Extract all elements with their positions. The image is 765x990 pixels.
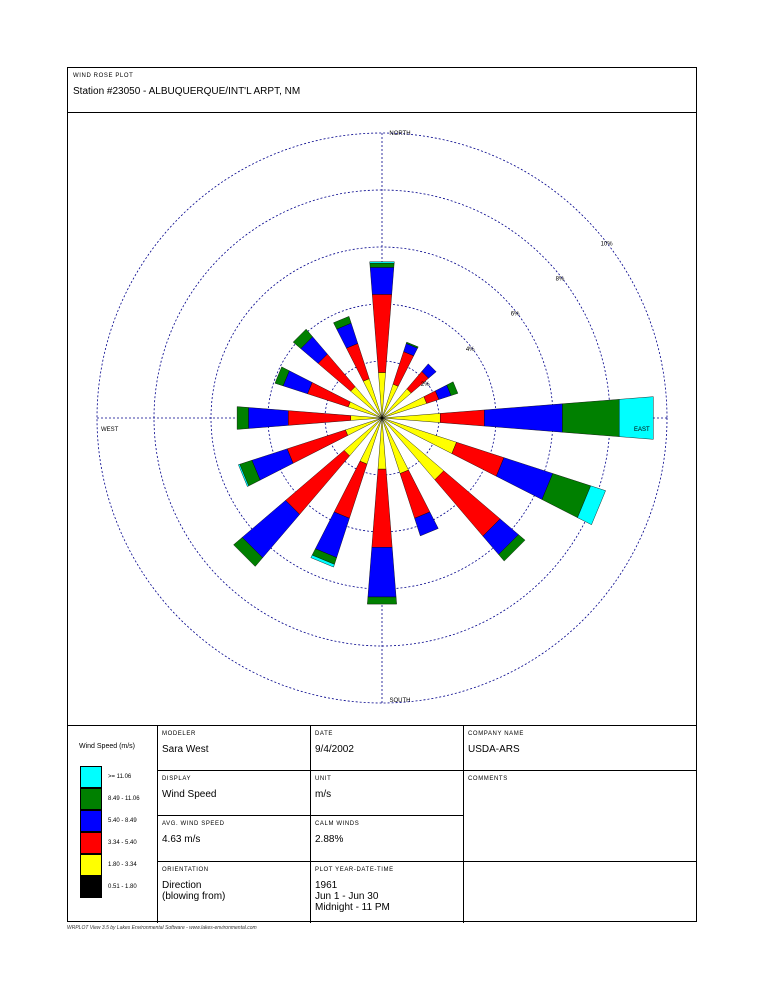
legend-label: >= 11.06 bbox=[108, 774, 132, 780]
petal-segment bbox=[496, 458, 552, 500]
orientation-cell bbox=[158, 862, 311, 923]
unit-value: m/s bbox=[315, 789, 332, 800]
display-caption: DISPLAY bbox=[162, 776, 192, 782]
legend-swatch-yellow bbox=[80, 854, 102, 876]
wind-rose-chart bbox=[68, 113, 696, 724]
petal-segment bbox=[318, 354, 355, 391]
legend-swatch-green bbox=[80, 788, 102, 810]
petal-segment bbox=[484, 404, 562, 432]
avg-speed-cell bbox=[158, 816, 311, 862]
modeler-value: Sara West bbox=[162, 744, 209, 755]
south-label: SOUTH bbox=[389, 698, 411, 704]
petal-segment bbox=[334, 461, 367, 518]
ring-label: 4% bbox=[465, 346, 475, 353]
orientation-line2: (blowing from) bbox=[162, 891, 226, 902]
petal-segment bbox=[288, 411, 351, 426]
calm-caption: CALM WINDS bbox=[315, 821, 360, 827]
petal-segment bbox=[440, 410, 484, 426]
petal-segment bbox=[400, 470, 430, 518]
legend-label: 0.51 - 1.80 bbox=[108, 884, 137, 890]
info-panel bbox=[68, 725, 696, 922]
legend-label: 3.34 - 5.40 bbox=[108, 840, 137, 846]
report-frame bbox=[67, 67, 697, 922]
period-cell bbox=[311, 862, 464, 923]
company-caption: COMPANY NAME bbox=[468, 731, 524, 737]
petal-segment bbox=[435, 471, 500, 536]
orientation-caption: ORIENTATION bbox=[162, 867, 209, 873]
comments-cell bbox=[464, 771, 696, 862]
header-caption: WIND ROSE PLOT bbox=[73, 73, 134, 79]
petal-segment bbox=[372, 469, 392, 547]
petal-segment bbox=[248, 407, 288, 428]
display-value: Wind Speed bbox=[162, 789, 217, 800]
petal-segment bbox=[237, 407, 248, 430]
period-dates: Jun 1 - Jun 30 bbox=[315, 891, 379, 902]
date-value: 9/4/2002 bbox=[315, 744, 354, 755]
comments-caption: COMMENTS bbox=[468, 776, 508, 782]
petal-segment bbox=[367, 597, 396, 604]
petal-segment bbox=[562, 399, 619, 436]
avg-speed-caption: AVG. WIND SPEED bbox=[162, 821, 225, 827]
period-hours: Midnight - 11 PM bbox=[315, 902, 390, 913]
orientation-value bbox=[162, 880, 225, 902]
calm-cell bbox=[311, 816, 464, 862]
unit-cell bbox=[311, 771, 464, 816]
ring-label: 10% bbox=[600, 241, 613, 248]
petal-segment bbox=[372, 294, 391, 372]
calm-value: 2.88% bbox=[315, 834, 344, 845]
legend-swatch-blue bbox=[80, 810, 102, 832]
company-value: USDA-ARS bbox=[468, 744, 520, 755]
legend-swatch-cyan bbox=[80, 766, 102, 788]
period-value bbox=[315, 880, 390, 913]
ring-label: 8% bbox=[555, 276, 565, 283]
petal-segment bbox=[370, 267, 394, 294]
avg-speed-value: 4.63 m/s bbox=[162, 834, 201, 845]
petal-segment bbox=[307, 382, 350, 407]
ring-label: 6% bbox=[510, 311, 520, 318]
west-label: WEST bbox=[101, 427, 119, 433]
orientation-line1: Direction bbox=[162, 880, 202, 891]
petal-segment bbox=[370, 262, 395, 263]
period-year: 1961 bbox=[315, 880, 338, 891]
date-cell bbox=[311, 726, 464, 771]
petal-segment bbox=[368, 547, 396, 597]
legend bbox=[68, 726, 158, 923]
display-cell bbox=[158, 771, 311, 816]
modeler-cell bbox=[158, 726, 311, 771]
east-label: EAST bbox=[634, 427, 650, 433]
petal-segment bbox=[452, 442, 504, 476]
petal-segment bbox=[370, 263, 394, 267]
legend-title: Wind Speed (m/s) bbox=[79, 743, 136, 750]
header bbox=[68, 68, 696, 113]
modeler-caption: MODELER bbox=[162, 731, 196, 737]
petal-segment bbox=[346, 343, 369, 381]
period-caption: PLOT YEAR-DATE-TIME bbox=[315, 867, 394, 873]
legend-label: 5.40 - 8.49 bbox=[108, 818, 137, 824]
company-cell bbox=[464, 726, 696, 771]
date-caption: DATE bbox=[315, 731, 333, 737]
unit-caption: UNIT bbox=[315, 776, 332, 782]
footer-credit: WRPLOT View 3.5 by Lakes Environmental Software - www.lakes-environmental.com bbox=[67, 925, 257, 931]
legend-label: 8.49 - 11.06 bbox=[108, 796, 140, 802]
legend-swatch-red bbox=[80, 832, 102, 854]
legend-label: 1.80 - 3.34 bbox=[108, 862, 137, 868]
ring-label: 2% bbox=[420, 381, 430, 388]
station-title: Station #23050 - ALBUQUERQUE/INT'L ARPT, NM bbox=[73, 86, 301, 97]
north-label: NORTH bbox=[389, 131, 411, 137]
legend-swatch-black bbox=[80, 876, 102, 898]
petal-segment bbox=[393, 352, 414, 387]
